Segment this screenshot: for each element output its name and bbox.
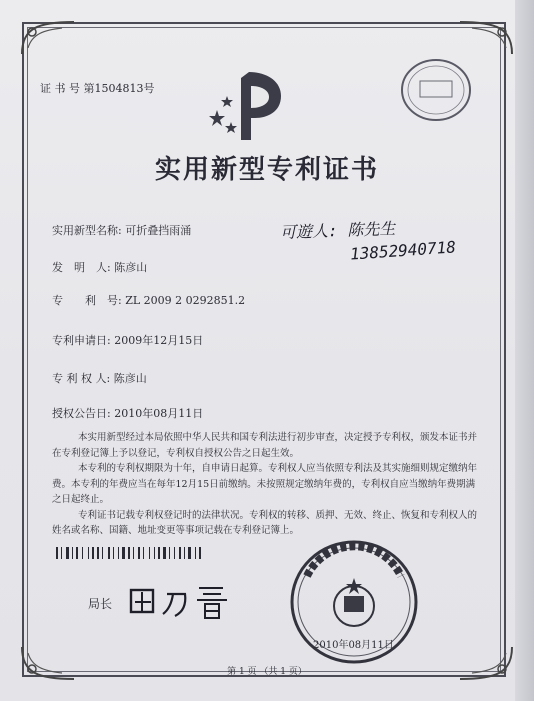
director-signature xyxy=(125,580,245,625)
handwritten-phone: 13852940718 xyxy=(349,237,457,264)
corner-ornament-bottom-right xyxy=(456,643,516,683)
corner-ornament-top-left xyxy=(18,18,78,58)
field-label: 发 明 人: xyxy=(52,261,111,274)
handwritten-contact-name: 可遊人: 陈先生 xyxy=(279,218,396,243)
field-patent-number xyxy=(52,292,245,308)
field-label: 专利申请日: xyxy=(52,334,111,347)
body-paragraph: 本实用新型经过本局依照中华人民共和国专利法进行初步审查，决定授予专利权，颁发本证书并在专利登记簿上予以登记，专利权自授权公告之日起生效。 xyxy=(52,432,478,459)
certificate-body xyxy=(52,430,482,539)
barcode xyxy=(56,547,208,559)
field-utility-model-name xyxy=(52,222,191,238)
field-label: 实用新型名称: xyxy=(52,224,122,237)
field-label: 专 利 号: xyxy=(52,294,122,307)
field-value: 2009年12月15日 xyxy=(114,334,204,347)
seal-date: 2010年08月11日 xyxy=(313,640,394,651)
agency-stamp xyxy=(398,55,474,125)
field-value: 2010年08月11日 xyxy=(114,407,204,420)
field-patentee xyxy=(52,370,147,386)
certificate-title: 实用新型专利证书 xyxy=(154,155,379,185)
field-grant-date xyxy=(52,405,203,421)
certificate-number: 证 书 号 第1504813号 xyxy=(40,82,155,95)
patent-office-logo xyxy=(205,66,291,146)
body-paragraph: 本专利的专利权期限为十年，自申请日起算。专利权人应当依照专利法及其实施细则规定缴纳年费。本专利的年费应当在每年12月15日前缴纳。未按照规定缴纳年费的，专利权自应当缴纳年费期满之日起终止。 xyxy=(52,463,478,505)
field-value: 陈彦山 xyxy=(113,372,147,385)
corner-ornament-top-right xyxy=(456,18,516,58)
director-label: 局长 xyxy=(88,597,113,611)
field-value: ZL 2009 2 0292851.2 xyxy=(125,294,246,307)
field-value: 陈彦山 xyxy=(114,261,148,274)
field-label: 授权公告日: xyxy=(52,407,111,420)
page-number: 第 1 页 （共 1 页） xyxy=(227,667,307,677)
scan-edge xyxy=(515,0,534,701)
field-filing-date xyxy=(52,332,203,348)
corner-ornament-bottom-left xyxy=(18,643,78,683)
field-label: 专 利 权 人: xyxy=(52,372,111,385)
field-inventor xyxy=(52,259,147,275)
field-value: 可折叠挡雨涌 xyxy=(125,224,192,237)
body-paragraph: 专利证书记载专利权登记时的法律状况。专利权的转移、质押、无效、终止、恢复和专利权人的姓名或名称、国籍、地址变更等事项记载在专利登记簿上。 xyxy=(52,509,478,536)
